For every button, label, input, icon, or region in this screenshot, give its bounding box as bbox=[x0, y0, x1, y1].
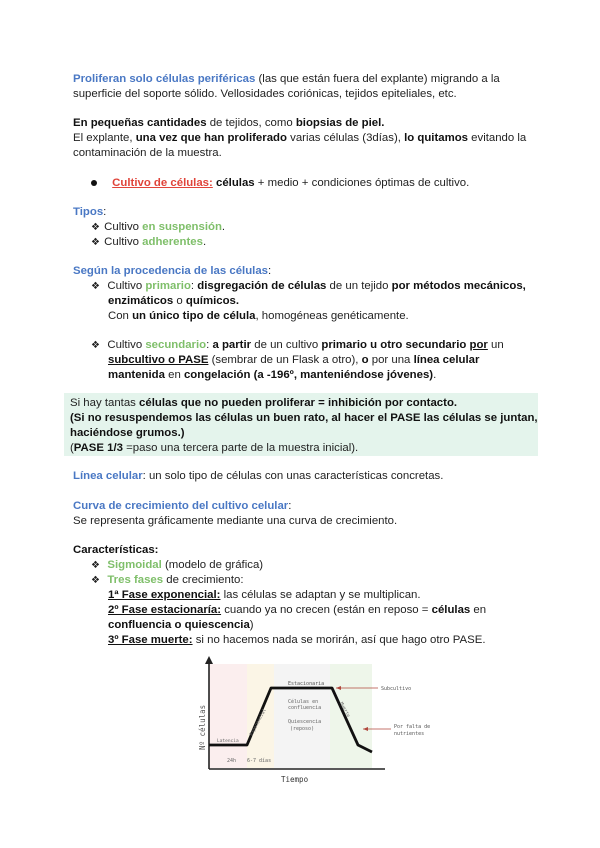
note-line2: (Si no resuspendemos las células un buen rato, al hacer el PASE las células se juntan, bbox=[70, 412, 538, 424]
y-axis-label: Nº células bbox=[198, 704, 207, 750]
diamond-bullet-icon: ❖ bbox=[91, 281, 100, 292]
diamond-bullet-icon: ❖ bbox=[91, 575, 100, 586]
diamond-bullet-icon: ❖ bbox=[91, 560, 100, 571]
paragraph-curva: Se representa gráficamente mediante una curva de crecimiento. bbox=[73, 515, 398, 527]
stationary-phase-region bbox=[274, 664, 330, 768]
list-item-primario-line2: enzimáticos o químicos. bbox=[108, 295, 240, 307]
paragraph-small-quantities: En pequeñas cantidades de tejidos, como biopsias de piel. El explante, una vez que han proliferado varias células (3días), lo quitamos evitando la contaminación de la muestra. bbox=[73, 117, 527, 159]
bullet-dot-icon bbox=[91, 180, 97, 186]
time-label-24h: 24h bbox=[227, 758, 237, 764]
death-phase-region bbox=[330, 664, 372, 768]
note-line4: (PASE 1/3 =paso una tercera parte de la muestra inicial). bbox=[70, 442, 359, 454]
y-axis-arrow-icon bbox=[205, 656, 213, 664]
list-item: ❖ Cultivo adherentes. bbox=[91, 236, 207, 248]
estacionaria-label: Estacionaria bbox=[288, 681, 325, 687]
list-item-secundario-line3: mantenida en congelación (a -196º, manteniéndose jóvenes). bbox=[108, 369, 437, 381]
list-item: ❖ Cultivo en suspensión. bbox=[91, 221, 226, 233]
section-title-caracteristicas: Características: bbox=[73, 544, 159, 556]
growth-curve-diagram bbox=[195, 656, 450, 786]
note-line1: Si hay tantas células que no pueden proliferar = inhibición por contacto. bbox=[70, 397, 458, 409]
time-label-days: 6-7 días bbox=[247, 758, 272, 764]
list-item-secundario-line2: subcultivo o PASE (sembrar de un Flask a otro), o por una línea celular bbox=[108, 354, 480, 366]
list-item: ❖ Sigmoidal (modelo de gráfica) bbox=[91, 559, 264, 571]
quiescencia-label-1: Quiescencia bbox=[288, 719, 322, 725]
note-line3: haciéndose grumos.) bbox=[70, 427, 185, 439]
x-axis-label: Tiempo bbox=[281, 775, 309, 784]
diamond-bullet-icon: ❖ bbox=[91, 222, 100, 233]
celulas-confluencia-label-2: confluencia bbox=[288, 705, 322, 711]
paragraph-explant: Proliferan solo células periféricas (las que están fuera del explante) migrando a la superficie del soporte sólido. Vellosidades coriónicas, tejidos epiteliales, etc. bbox=[73, 73, 500, 100]
latencia-label: Latencia bbox=[217, 739, 239, 744]
highlight-text: Proliferan solo células periféricas bbox=[73, 73, 256, 85]
section-title-tipos: Tipos: bbox=[73, 206, 107, 218]
falta-nutrientes-label-1: Por falta de bbox=[394, 724, 431, 730]
falta-nutrientes-label-2: nutrientes bbox=[394, 731, 425, 737]
bullet-cultivo-celulas: Cultivo de células: células + medio + condiciones óptimas de cultivo. bbox=[91, 176, 469, 191]
list-item: ❖ Tres fases de crecimiento: bbox=[91, 574, 244, 586]
phase-2-line2: confluencia o quiescencia) bbox=[108, 619, 254, 631]
latency-phase-region bbox=[209, 664, 247, 768]
section-title-procedencia: Según la procedencia de las células: bbox=[73, 265, 272, 277]
muerte-label: Muerte bbox=[338, 701, 351, 719]
subcultivo-label: Subcultivo bbox=[381, 686, 412, 692]
phase-2: 2º Fase estacionaría: cuando ya no crecen (están en reposo = células en bbox=[108, 604, 487, 616]
list-item-primario-line3: Con un único tipo de célula, homogéneas genéticamente. bbox=[108, 310, 409, 322]
diamond-bullet-icon: ❖ bbox=[91, 237, 100, 248]
diamond-bullet-icon: ❖ bbox=[91, 340, 100, 351]
paragraph-linea-celular: Línea celular: un solo tipo de células con unas características concretas. bbox=[73, 470, 444, 482]
list-item-primario: ❖ Cultivo primario: disgregación de células de un tejido por métodos mecánicos, bbox=[91, 280, 526, 292]
section-title-curva: Curva de crecimiento del cultivo celular: bbox=[73, 500, 292, 512]
list-item-secundario: ❖ Cultivo secundario: a partir de un cultivo primario u otro secundario por un bbox=[91, 339, 504, 351]
quiescencia-label-2: (reposo) bbox=[290, 726, 315, 732]
phase-3: 3º Fase muerte: si no hacemos nada se morirán, así que hago otro PASE. bbox=[108, 634, 486, 646]
celulas-confluencia-label-1: Células en bbox=[288, 699, 319, 705]
exponencial-label: Exponencial bbox=[249, 708, 268, 737]
phase-1: 1ª Fase exponencial: las células se adaptan y se multiplican. bbox=[108, 589, 421, 601]
